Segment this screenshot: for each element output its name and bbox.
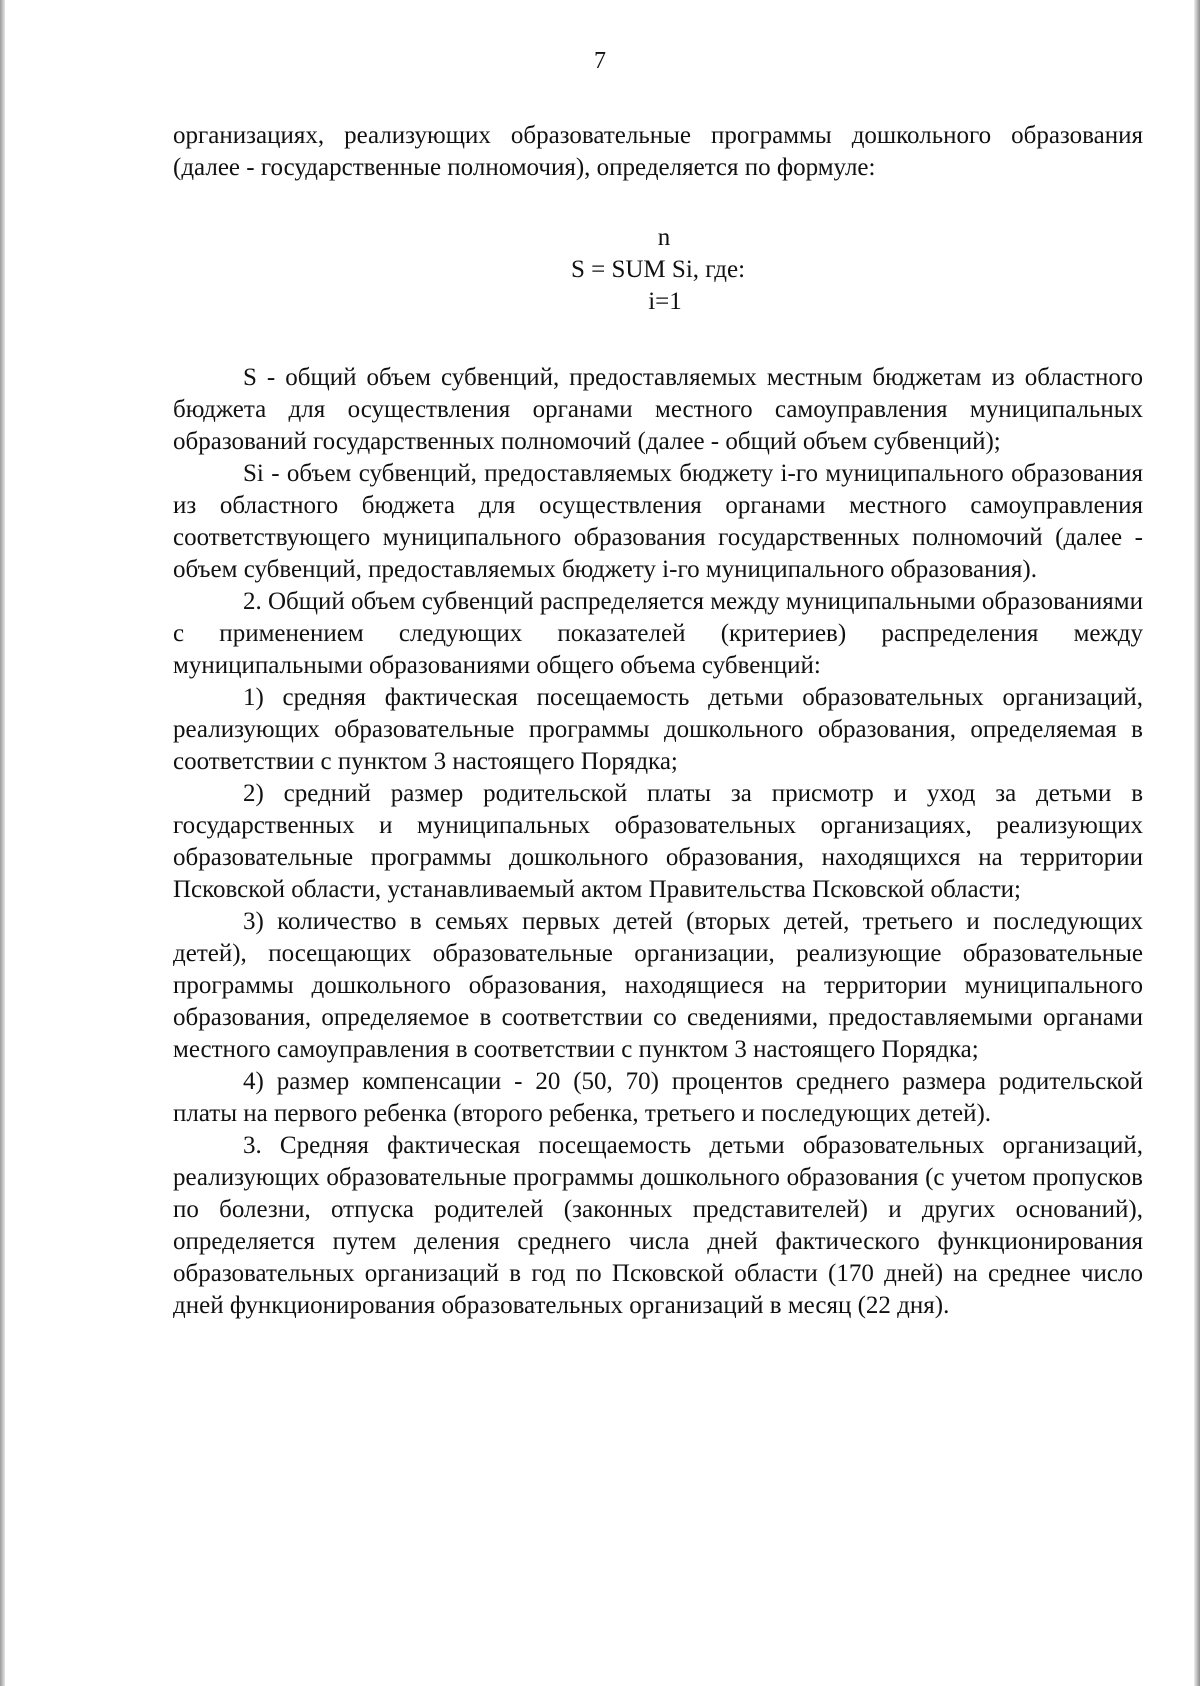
definition-si: Si - объем субвенций, предоставляемых бюджету i-го муниципального образования из областного бюджета для осуществления органами местного самоуправления соответствующего муниципального образования государственных полномочий (далее - объем субвенций, предоставляемых бюджету i-го муниципального образования). bbox=[173, 460, 1143, 583]
document-body bbox=[173, 120, 1143, 1322]
page-number: 7 bbox=[594, 48, 606, 74]
formula bbox=[173, 222, 1143, 318]
scan-edge-left bbox=[0, 0, 5, 1686]
definition-s: S - общий объем субвенций, предоставляемых местным бюджетам из областного бюджета для осуществления органами местного самоуправления муниципальных образований государственных полномочий (далее - общий объем субвенций); bbox=[173, 364, 1143, 455]
criterion-1: 1) средняя фактическая посещаемость детьми образовательных организаций, реализующих образовательные программы дошкольного образования, определяемая в соответствии с пунктом 3 настоящего Порядка; bbox=[173, 684, 1143, 775]
formula-main: S = SUM Si, где: bbox=[570, 256, 746, 283]
section-3-paragraph: 3. Средняя фактическая посещаемость детьми образовательных организаций, реализующих образовательные программы дошкольного образования (с учетом пропусков по болезни, отпуска родителей (законных представителей) и других оснований), определяется путем деления среднего числа дней фактического функционирования образовательных организаций в год по Псковской области (170 дней) на среднее число дней функционирования образовательных организаций в месяц (22 дня). bbox=[173, 1132, 1143, 1319]
scan-edge-right bbox=[1194, 0, 1200, 1686]
intro-paragraph: организациях, реализующих образовательные программы дошкольного образования (далее - государственные полномочия), определяется по формуле: bbox=[173, 122, 1143, 181]
formula-lower-limit: i=1 bbox=[648, 288, 682, 315]
criterion-3: 3) количество в семьях первых детей (вторых детей, третьего и последующих детей), посещающих образовательные организации, реализующие образовательные программы дошкольного образования, находящиеся на территории муниципального образования, определяемое в соответствии со сведениями, предоставляемыми органами местного самоуправления в соответствии с пунктом 3 настоящего Порядка; bbox=[173, 908, 1143, 1063]
section-2-paragraph: 2. Общий объем субвенций распределяется между муниципальными образованиями с применением следующих показателей (критериев) распределения между муниципальными образованиями общего объема субвенций: bbox=[173, 588, 1143, 679]
formula-upper-limit: n bbox=[657, 224, 671, 251]
criterion-4: 4) размер компенсации - 20 (50, 70) процентов среднего размера родительской платы на первого ребенка (второго ребенка, третьего и последующих детей). bbox=[173, 1068, 1143, 1127]
criterion-2: 2) средний размер родительской платы за присмотр и уход за детьми в государственных и муниципальных образовательных организациях, реализующих образовательные программы дошкольного образования, находящихся на территории Псковской области, устанавливаемый актом Правительства Псковской области; bbox=[173, 780, 1143, 903]
